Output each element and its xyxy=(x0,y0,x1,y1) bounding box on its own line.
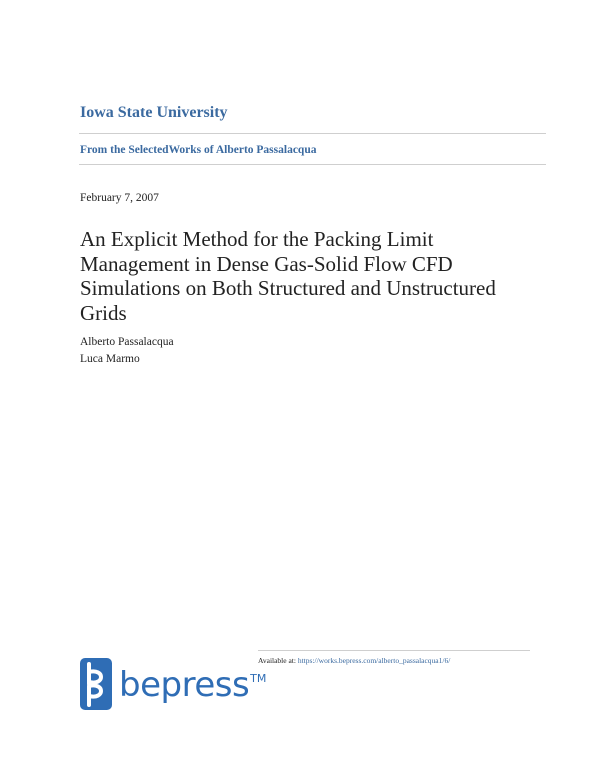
author-list xyxy=(80,334,174,368)
header-divider-top xyxy=(79,133,546,134)
author-name: Luca Marmo xyxy=(80,353,140,365)
document-title: An Explicit Method for the Packing Limit Management in Dense Gas-Solid Flow CFD Simulations on Both Structured and Unstructured Grids xyxy=(80,227,496,325)
footer-divider xyxy=(258,650,530,651)
available-url-link[interactable]: https://works.bepress.com/alberto_passalacqua1/6/ xyxy=(297,656,451,665)
collection-link[interactable]: From the SelectedWorks of Alberto Passalacqua xyxy=(80,144,317,156)
bepress-logo-mark-icon xyxy=(80,658,112,710)
institution-name[interactable]: Iowa State University xyxy=(80,104,228,121)
trademark-mark: TM xyxy=(250,672,267,685)
availability-line xyxy=(258,656,450,665)
bepress-logo-text: bepress xyxy=(119,665,250,705)
available-label: Available at: xyxy=(258,656,296,665)
header-divider-bottom xyxy=(79,164,546,165)
author-name: Alberto Passalacqua xyxy=(80,336,174,348)
bepress-logo[interactable] xyxy=(80,658,266,710)
publication-date: February 7, 2007 xyxy=(80,192,159,204)
